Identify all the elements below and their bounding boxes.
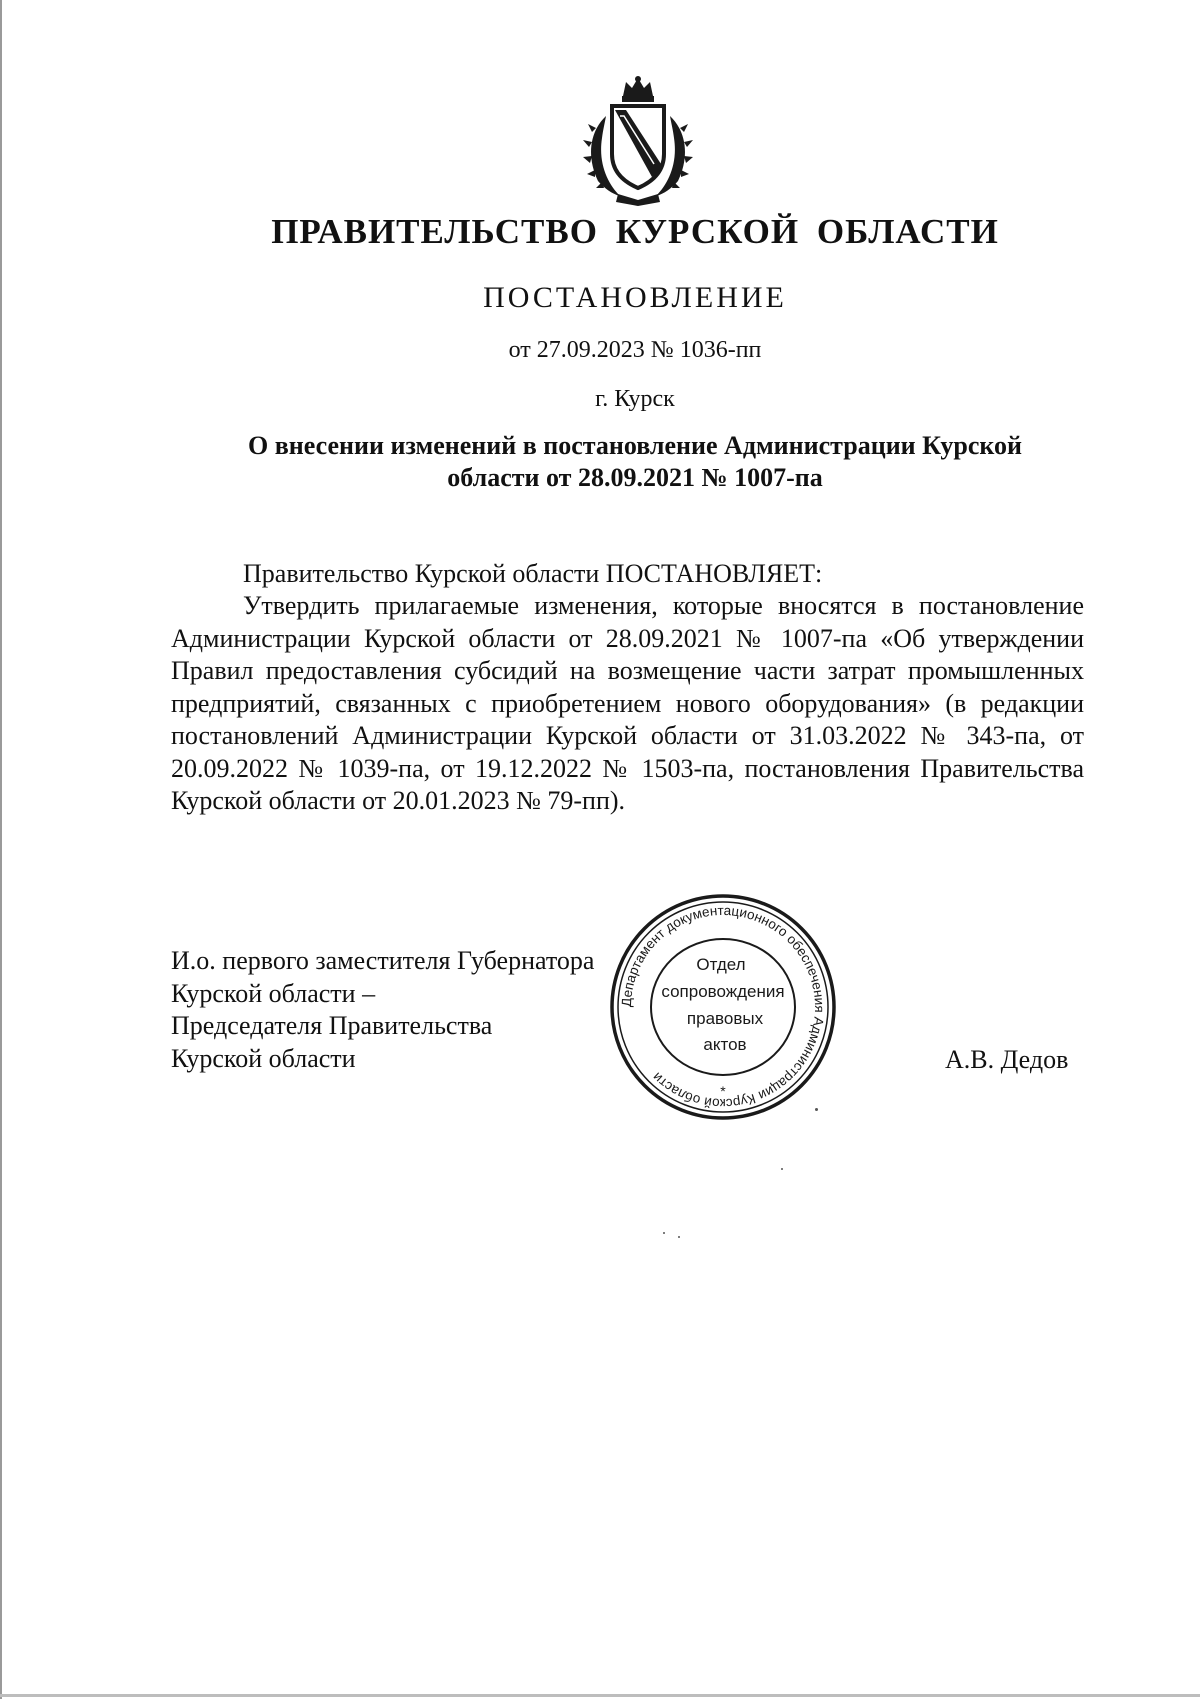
document-subject [170,430,1100,494]
signatory-line-3: Председателя Правительства [171,1011,493,1040]
stamp-center-line-1: Отдел [696,955,746,974]
stamp-center-line-2: сопровождения [661,982,785,1001]
signatory-line-1: И.о. первого заместителя Губернатора [171,946,595,975]
stamp-star: * [720,1083,726,1099]
resolution-main-text: Утвердить прилагаемые изменения, которые вносятся в постановление Администрации Курской области от 28.09.2021 № 1007-па «Об утверждении Правил предоставления субсидий на возмещение части затрат промышленных предприятий, связанных с приобретением нового оборудования» (в редакции постановлений Администрации Курской области от 31.03.2022 № 343-па, от 20.09.2022 № 1039-па, от 19.12.2022 № 1503-па, постановления Правительства Курской области от 20.01.2023 № 79-пп). [171,591,1084,815]
resolution-intro: Правительство Курской области ПОСТАНОВЛЯЕТ: [243,559,823,588]
stamp-ring-text: Департамент документационного обеспечения Администрации Курской области [618,902,828,1112]
document-date-number: от 27.09.2023 № 1036-пп [508,337,762,363]
signatory-position [171,945,594,1075]
signatory-name: А.В. Дедов [945,1045,1069,1074]
subject-line-1: О внесении изменений в постановление Администрации Курской [248,431,1022,460]
government-title: ПРАВИТЕЛЬСТВО КУРСКОЙ ОБЛАСТИ [271,212,999,251]
subject-line-2: области от 28.09.2021 № 1007-па [447,463,823,492]
scan-speck [663,1232,665,1234]
coat-of-arms-icon [568,76,708,206]
official-stamp [608,892,838,1122]
stamp-center-line-4: актов [703,1035,747,1054]
scan-bottom-edge [0,1694,1200,1697]
scan-left-edge [0,0,2,1699]
signatory-line-4: Курской области [171,1043,356,1073]
signatory-line-2: Курской области – [171,978,376,1008]
scan-speck [781,1168,783,1170]
scan-speck [678,1236,680,1238]
document-type: ПОСТАНОВЛЕНИЕ [483,281,787,314]
document-city: г. Курск [595,386,675,412]
stamp-center-line-3: правовых [686,1009,764,1028]
